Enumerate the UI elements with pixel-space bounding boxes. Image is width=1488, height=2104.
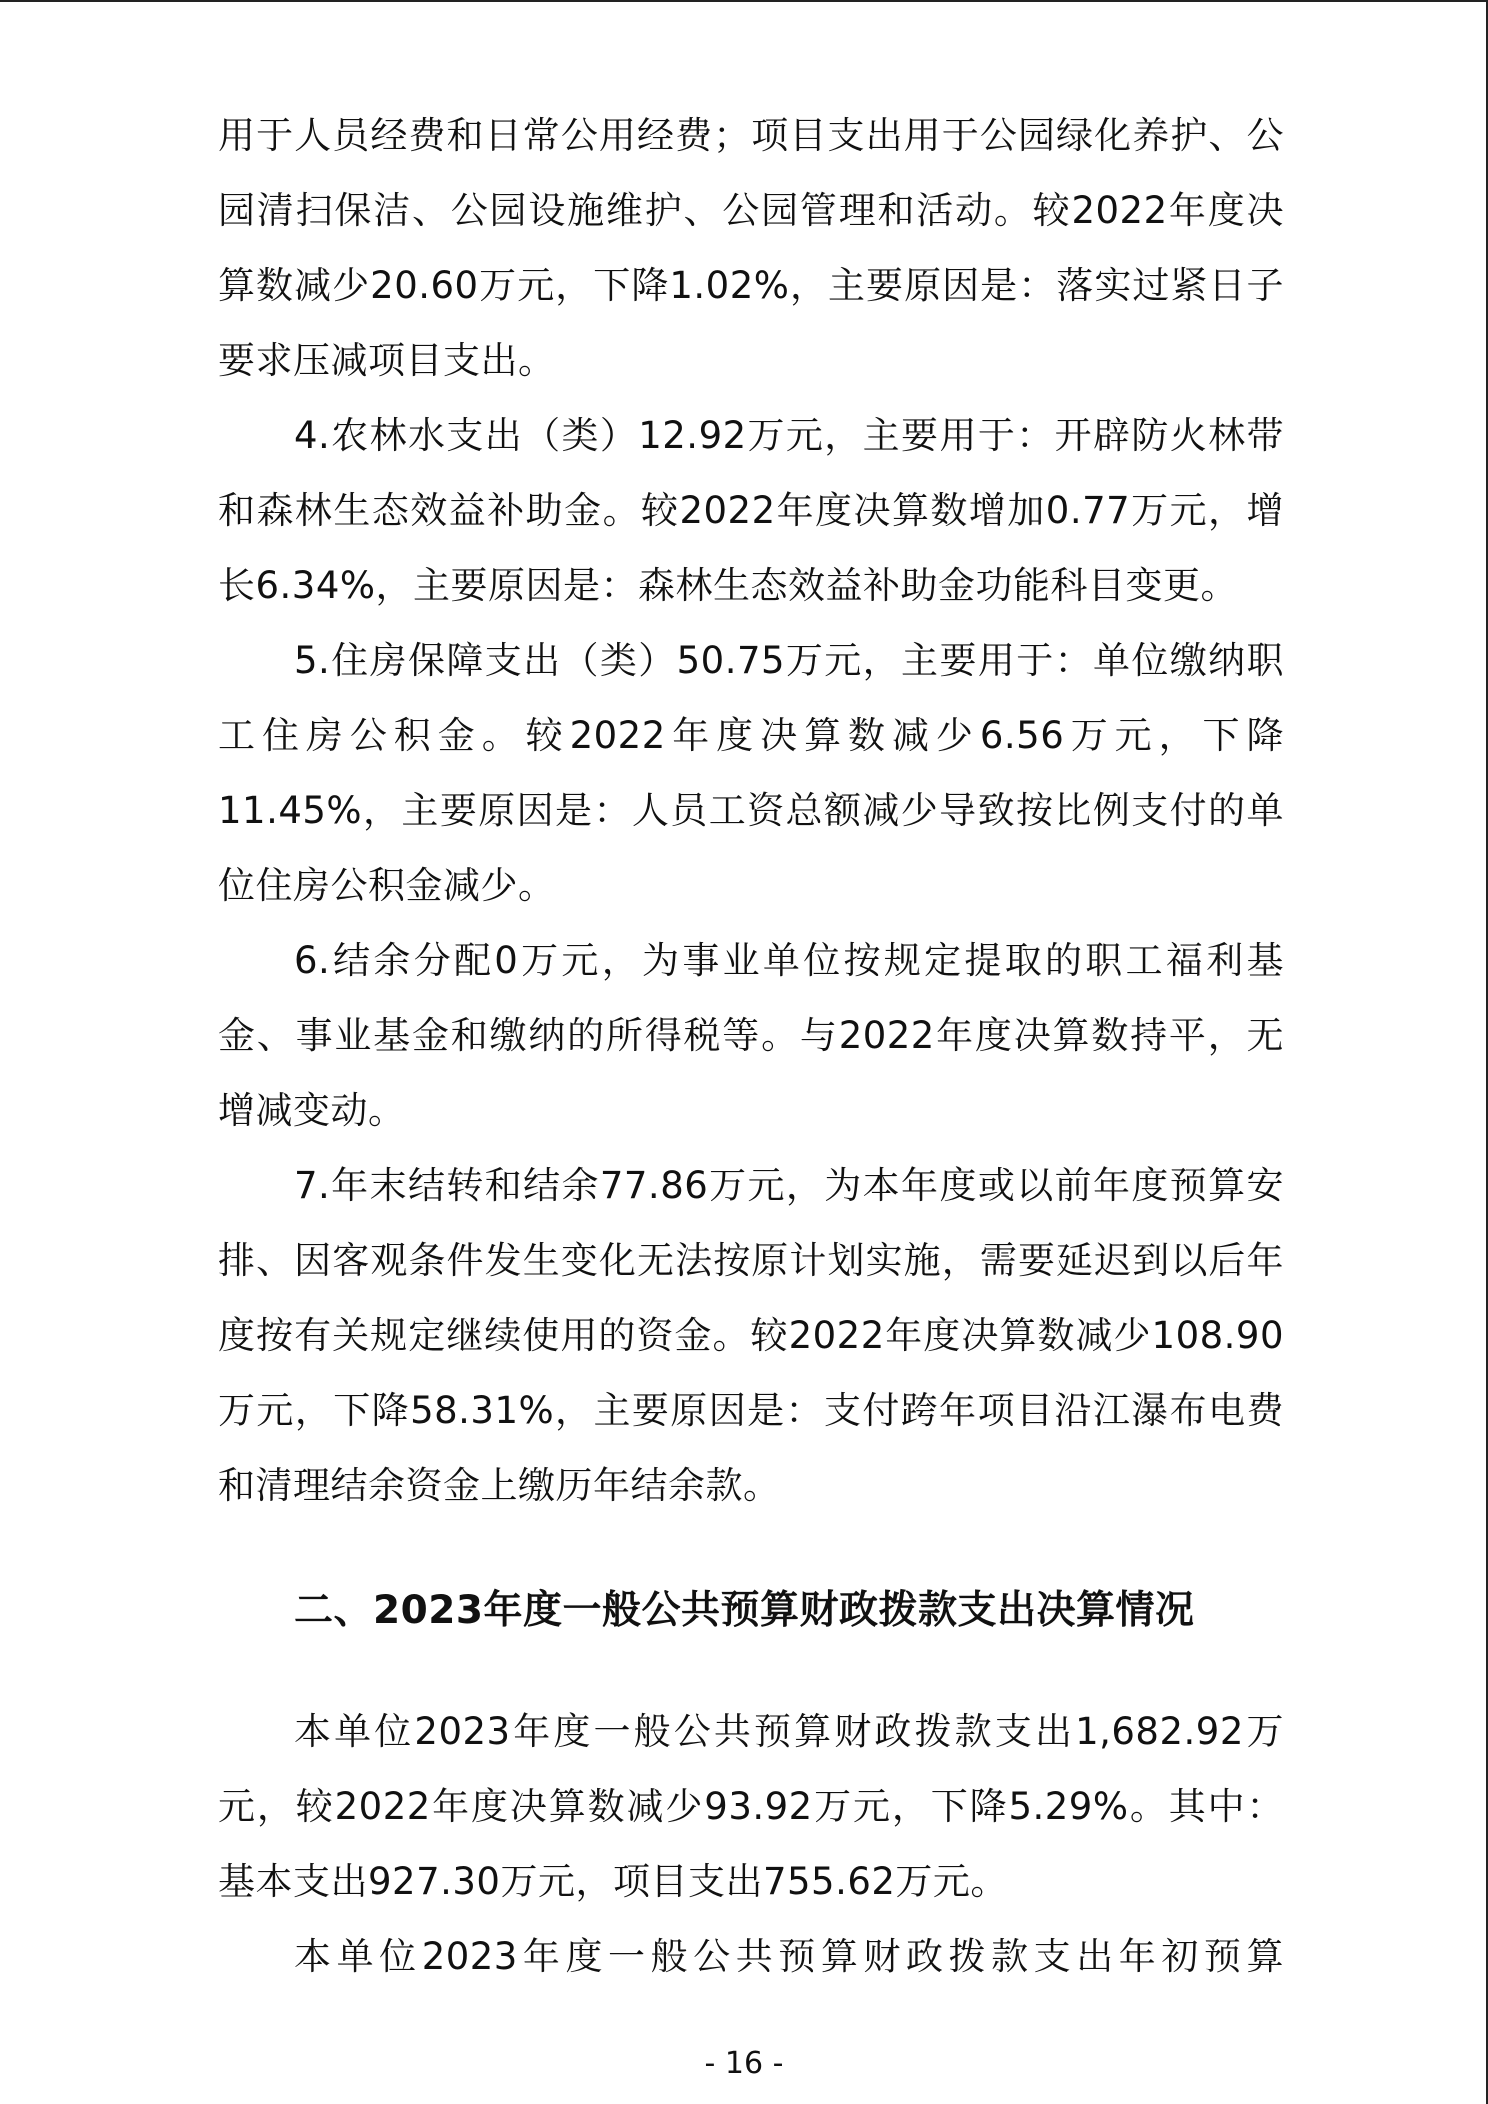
paragraph-appropriation-budget: 本单位2023年度一般公共预算财政拨款支出年初预算 — [294, 1935, 1284, 1978]
paragraph-housing-security: 5.住房保障支出（类）50.75万元，主要用于：单位缴纳职工住房公积金。较2022年度决算数减少6.56万元，下降11.45%，主要原因是：人员工资总额减少导致按比例支付的单位住房公积金减少。 — [218, 639, 1284, 907]
section-heading: 二、2023年度一般公共预算财政拨款支出决算情况 — [294, 1588, 1195, 1633]
page-number: - 16 - — [704, 2046, 784, 2081]
document-body — [218, 98, 1284, 1994]
paragraph-agriculture-forestry-water: 4.农林水支出（类）12.92万元，主要用于：开辟防火林带和森林生态效益补助金。较2022年度决算数增加0.77万元，增长6.34%，主要原因是：森林生态效益补助金功能科目变更。 — [218, 414, 1284, 607]
paragraph-year-end-carryover: 7.年末结转和结余77.86万元，为本年度或以前年度预算安排、因客观条件发生变化无法按原计划实施，需要延迟到以后年度按有关规定继续使用的资金。较2022年度决算数减少108.90万元，下降58.31%，主要原因是：支付跨年项目沿江瀑布电费和清理结余资金上缴历年结余款。 — [218, 1164, 1284, 1507]
paragraph-appropriation-expenditure: 本单位2023年度一般公共预算财政拨款支出1,682.92万元，较2022年度决算数减少93.92万元，下降5.29%。其中：基本支出927.30万元，项目支出755.62万元。 — [218, 1710, 1284, 1903]
paragraph-surplus-distribution: 6.结余分配0万元，为事业单位按规定提取的职工福利基金、事业基金和缴纳的所得税等。与2022年度决算数持平，无增减变动。 — [218, 939, 1284, 1132]
paragraph-general-public-services-continued: 用于人员经费和日常公用经费；项目支出用于公园绿化养护、公园清扫保洁、公园设施维护、公园管理和活动。较2022年度决算数减少20.60万元，下降1.02%，主要原因是：落实过紧日子要求压减项目支出。 — [218, 114, 1284, 382]
